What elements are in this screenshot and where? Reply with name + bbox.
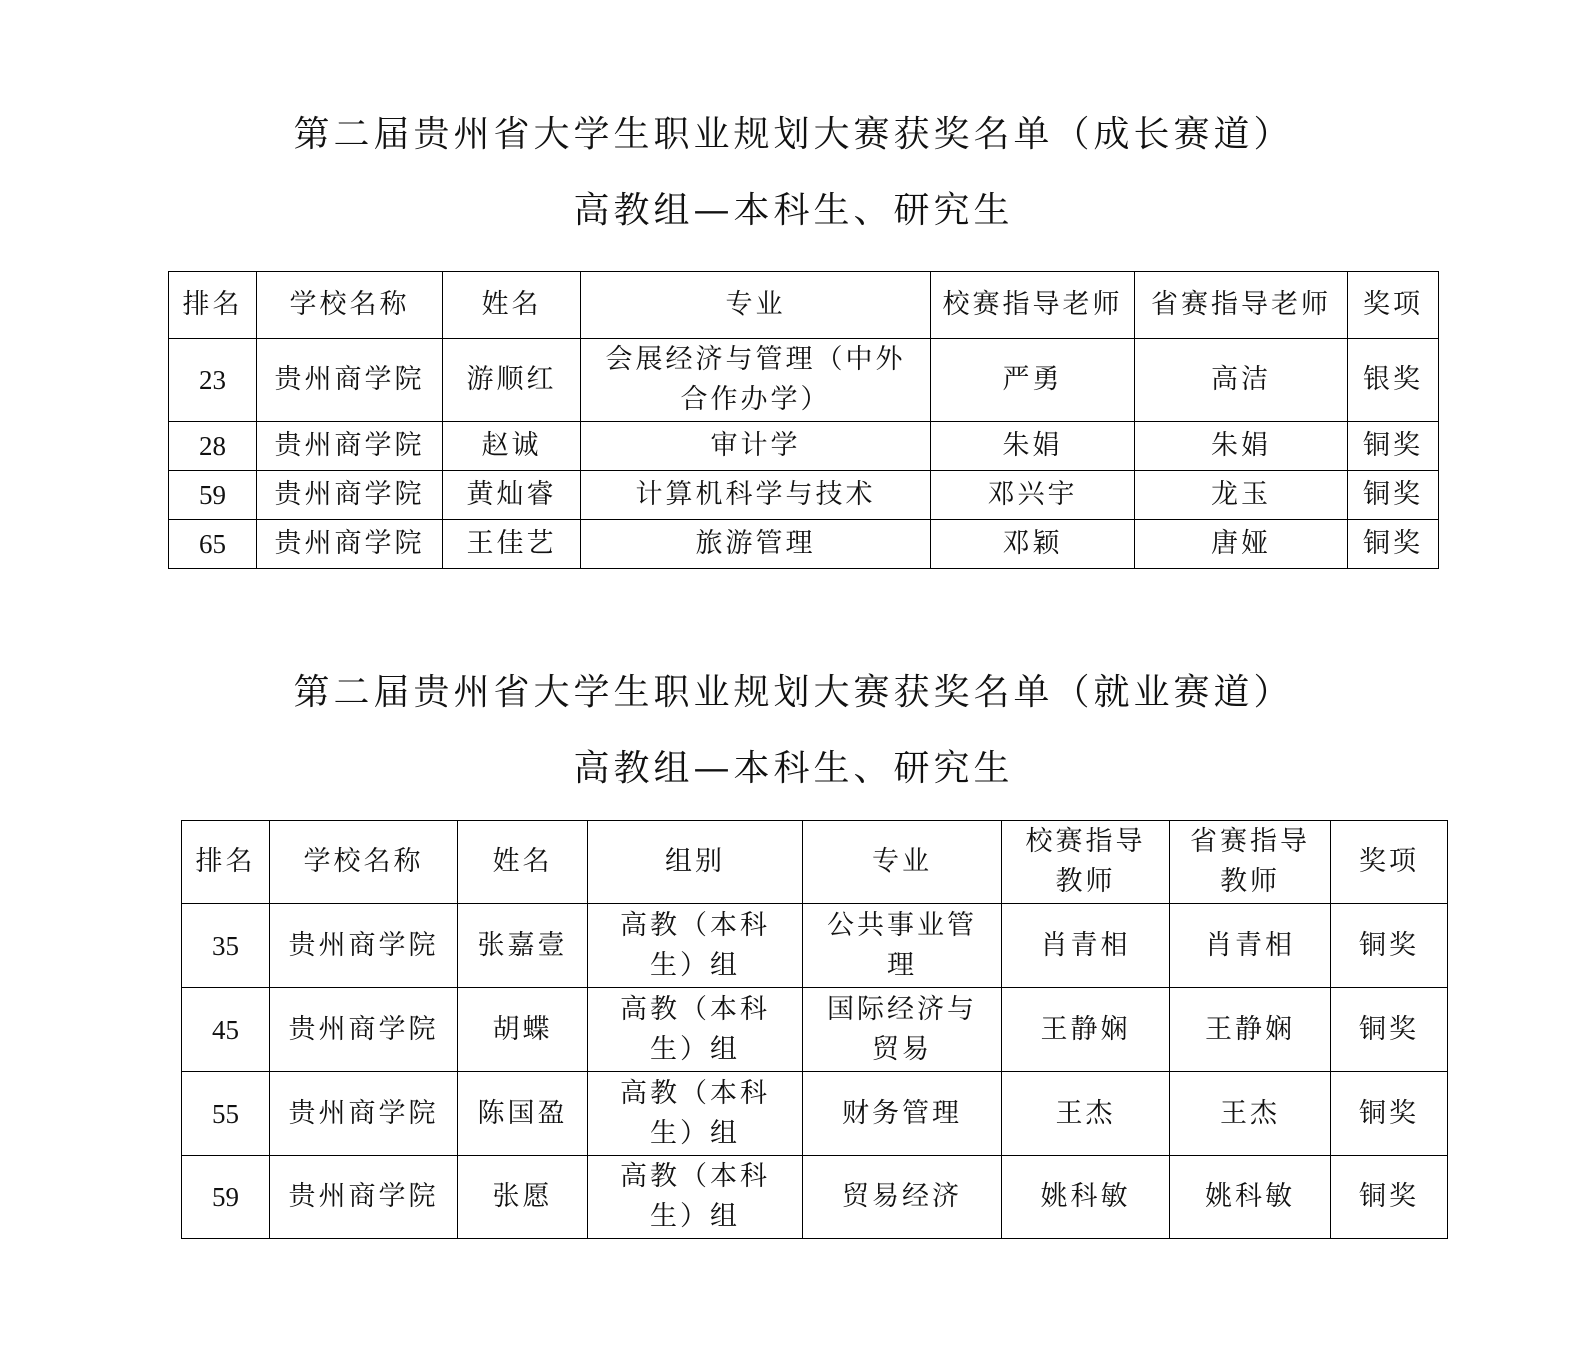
school-cell: 贵州商学院 <box>257 422 443 471</box>
province-advisor-cell: 姚科敏 <box>1170 1156 1331 1239</box>
major-cell: 审计学 <box>581 422 931 471</box>
school-cell: 贵州商学院 <box>257 339 443 422</box>
school-advisor-cell: 王静娴 <box>1002 988 1170 1072</box>
header-cell: 奖项 <box>1331 821 1448 904</box>
school-cell: 贵州商学院 <box>257 520 443 569</box>
rank-cell: 59 <box>169 471 257 520</box>
name-cell: 赵诚 <box>443 422 581 471</box>
table-header-row <box>169 272 1439 339</box>
province-advisor-cell: 唐娅 <box>1135 520 1348 569</box>
award-cell: 铜奖 <box>1331 904 1448 988</box>
name-cell: 张愿 <box>458 1156 588 1239</box>
header-cell: 学校名称 <box>270 821 458 904</box>
major-cell: 财务管理 <box>803 1072 1002 1156</box>
rank-cell: 23 <box>169 339 257 422</box>
province-advisor-cell: 朱娟 <box>1135 422 1348 471</box>
header-cell: 专业 <box>803 821 1002 904</box>
table-header-row <box>182 821 1448 904</box>
name-cell: 陈国盈 <box>458 1072 588 1156</box>
school-cell: 贵州商学院 <box>257 471 443 520</box>
school-cell: 贵州商学院 <box>270 988 458 1072</box>
header-cell: 校赛指导老师 <box>931 272 1135 339</box>
group-cell: 高教（本科生）组 <box>588 988 803 1072</box>
province-advisor-cell: 王杰 <box>1170 1072 1331 1156</box>
school-advisor-cell: 肖青相 <box>1002 904 1170 988</box>
school-cell: 贵州商学院 <box>270 1156 458 1239</box>
section1-subtitle: 高教组—本科生、研究生 <box>573 190 1014 231</box>
group-cell: 高教（本科生）组 <box>588 1156 803 1239</box>
major-cell: 旅游管理 <box>581 520 931 569</box>
header-cell: 组别 <box>588 821 803 904</box>
header-cell: 省赛指导老师 <box>1135 272 1348 339</box>
header-cell: 姓名 <box>458 821 588 904</box>
table-row <box>169 422 1439 471</box>
award-cell: 铜奖 <box>1348 471 1439 520</box>
rank-cell: 28 <box>169 422 257 471</box>
section2-subtitle: 高教组—本科生、研究生 <box>573 748 1014 789</box>
table-row <box>169 339 1439 422</box>
award-cell: 铜奖 <box>1348 520 1439 569</box>
rank-cell: 55 <box>182 1072 270 1156</box>
major-cell: 贸易经济 <box>803 1156 1002 1239</box>
name-cell: 黄灿睿 <box>443 471 581 520</box>
growth-track-table <box>168 271 1439 569</box>
school-advisor-cell: 王杰 <box>1002 1072 1170 1156</box>
name-cell: 胡蝶 <box>458 988 588 1072</box>
school-advisor-cell: 姚科敏 <box>1002 1156 1170 1239</box>
name-cell: 王佳艺 <box>443 520 581 569</box>
award-cell: 铜奖 <box>1331 1072 1448 1156</box>
table-row <box>169 471 1439 520</box>
rank-cell: 59 <box>182 1156 270 1239</box>
school-advisor-cell: 邓兴宇 <box>931 471 1135 520</box>
province-advisor-cell: 高洁 <box>1135 339 1348 422</box>
group-cell: 高教（本科生）组 <box>588 904 803 988</box>
rank-cell: 35 <box>182 904 270 988</box>
award-cell: 铜奖 <box>1331 988 1448 1072</box>
award-cell: 银奖 <box>1348 339 1439 422</box>
award-cell: 铜奖 <box>1331 1156 1448 1239</box>
table-row <box>169 520 1439 569</box>
province-advisor-cell: 王静娴 <box>1170 988 1331 1072</box>
school-advisor-cell: 朱娟 <box>931 422 1135 471</box>
school-advisor-cell: 严勇 <box>931 339 1135 422</box>
major-cell: 会展经济与管理（中外合作办学） <box>581 339 931 422</box>
name-cell: 游顺红 <box>443 339 581 422</box>
school-advisor-cell: 邓颖 <box>931 520 1135 569</box>
table-row <box>182 988 1448 1072</box>
header-cell: 姓名 <box>443 272 581 339</box>
award-cell: 铜奖 <box>1348 422 1439 471</box>
header-cell: 排名 <box>182 821 270 904</box>
school-cell: 贵州商学院 <box>270 1072 458 1156</box>
group-cell: 高教（本科生）组 <box>588 1072 803 1156</box>
header-cell: 校赛指导教师 <box>1002 821 1170 904</box>
section2-title: 第二届贵州省大学生职业规划大赛获奖名单（就业赛道） <box>293 672 1294 713</box>
header-cell: 专业 <box>581 272 931 339</box>
table-row <box>182 1156 1448 1239</box>
rank-cell: 45 <box>182 988 270 1072</box>
major-cell: 公共事业管理 <box>803 904 1002 988</box>
table-row <box>182 1072 1448 1156</box>
name-cell: 张嘉壹 <box>458 904 588 988</box>
header-cell: 省赛指导教师 <box>1170 821 1331 904</box>
major-cell: 计算机科学与技术 <box>581 471 931 520</box>
header-cell: 奖项 <box>1348 272 1439 339</box>
province-advisor-cell: 龙玉 <box>1135 471 1348 520</box>
table-row <box>182 904 1448 988</box>
province-advisor-cell: 肖青相 <box>1170 904 1331 988</box>
employment-track-table <box>181 820 1448 1239</box>
section1-title: 第二届贵州省大学生职业规划大赛获奖名单（成长赛道） <box>293 114 1294 155</box>
school-cell: 贵州商学院 <box>270 904 458 988</box>
header-cell: 学校名称 <box>257 272 443 339</box>
header-cell: 排名 <box>169 272 257 339</box>
rank-cell: 65 <box>169 520 257 569</box>
major-cell: 国际经济与贸易 <box>803 988 1002 1072</box>
